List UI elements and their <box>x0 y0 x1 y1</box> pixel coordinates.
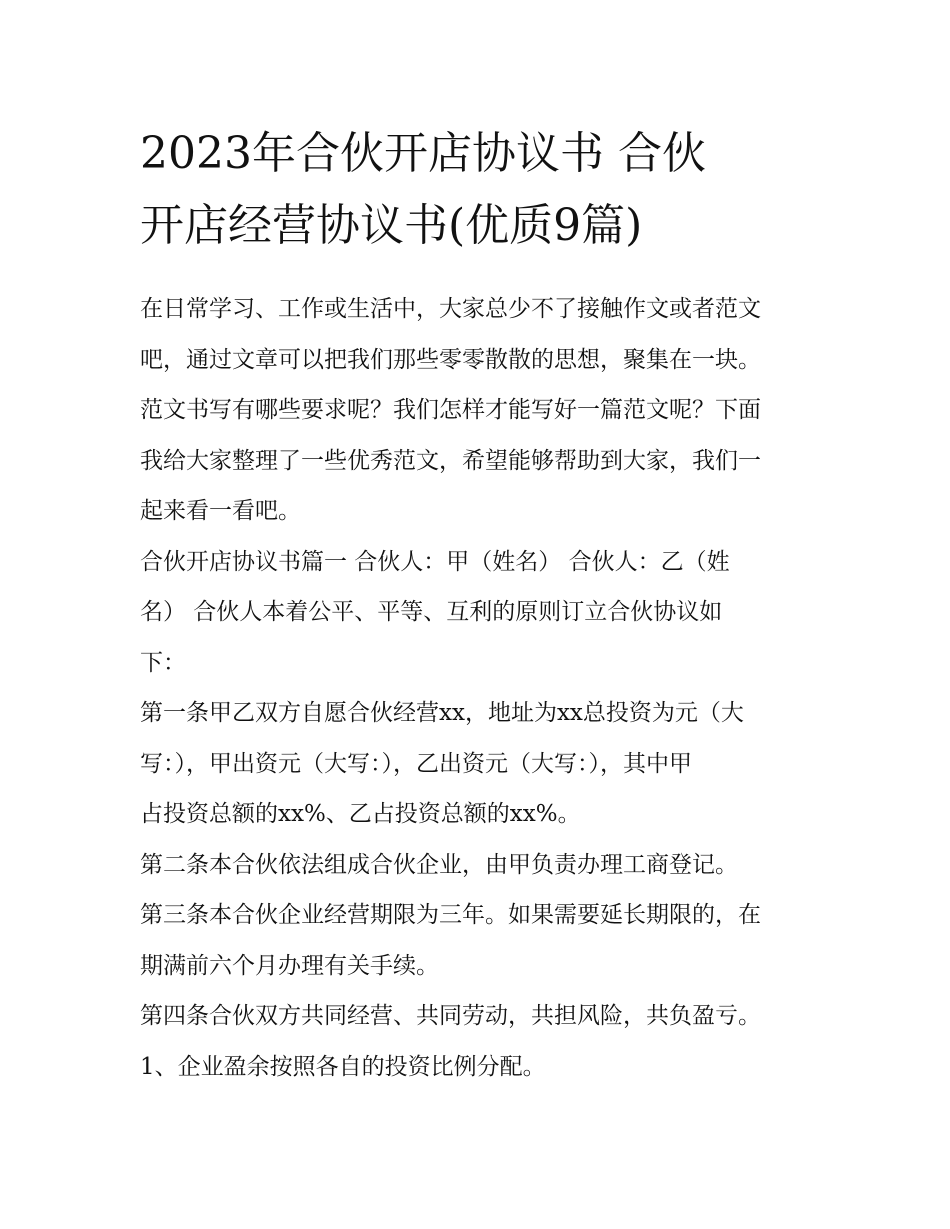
document-body <box>140 284 820 1092</box>
text-line: 范文书写有哪些要求呢？我们怎样才能写好一篇范文呢？下面 <box>140 397 761 423</box>
paragraph-article-2 <box>140 840 820 891</box>
document-page <box>140 118 820 1092</box>
text-line: 下： <box>140 649 186 676</box>
text-line: 第四条合伙双方共同经营、共同劳动，共担风险，共负盈亏。 <box>140 1003 761 1029</box>
text-line: 第一条甲乙双方自愿合伙经营xx，地址为xx总投资为元（大 <box>140 700 744 726</box>
paragraph-article-3 <box>140 890 820 991</box>
paragraph-parties <box>140 537 820 689</box>
text-line: 期满前六个月办理有关手续。 <box>140 952 439 979</box>
paragraph-item-1 <box>140 1042 820 1093</box>
text-line: 吧，通过文章可以把我们那些零零散散的思想，聚集在一块。 <box>140 346 761 373</box>
text-line: 名） 合伙人本着公平、平等、互利的原则订立合伙协议如 <box>140 599 723 625</box>
title-line-2: 开店经营协议书(优质9篇) <box>140 200 643 251</box>
text-line: 第三条本合伙企业经营期限为三年。如果需要延长期限的，在 <box>140 902 761 928</box>
text-line: 我给大家整理了一些优秀范文，希望能够帮助到大家，我们一 <box>140 447 761 474</box>
text-line: 占投资总额的xx%、乙占投资总额的xx%。 <box>140 801 581 827</box>
text-line: 1、企业盈余按照各自的投资比例分配。 <box>140 1053 546 1080</box>
text-line: 起来看一看吧。 <box>140 498 301 524</box>
text-line: 第二条本合伙依法组成合伙企业，由甲负责办理工商登记。 <box>140 851 738 878</box>
text-line: 在日常学习、工作或生活中，大家总少不了接触作文或者范文 <box>140 296 761 322</box>
paragraph-intro <box>140 284 820 537</box>
title-line-1: 2023年合伙开店协议书 合伙 <box>140 128 706 179</box>
text-line: 合伙开店协议书篇一 合伙人：甲（姓名） 合伙人：乙（姓 <box>140 548 730 575</box>
paragraph-article-4 <box>140 991 820 1042</box>
document-title <box>140 118 820 262</box>
text-line: 写：），甲出资元（大写：），乙出资元（大写：），其中甲 <box>140 750 692 777</box>
paragraph-article-1 <box>140 688 820 840</box>
